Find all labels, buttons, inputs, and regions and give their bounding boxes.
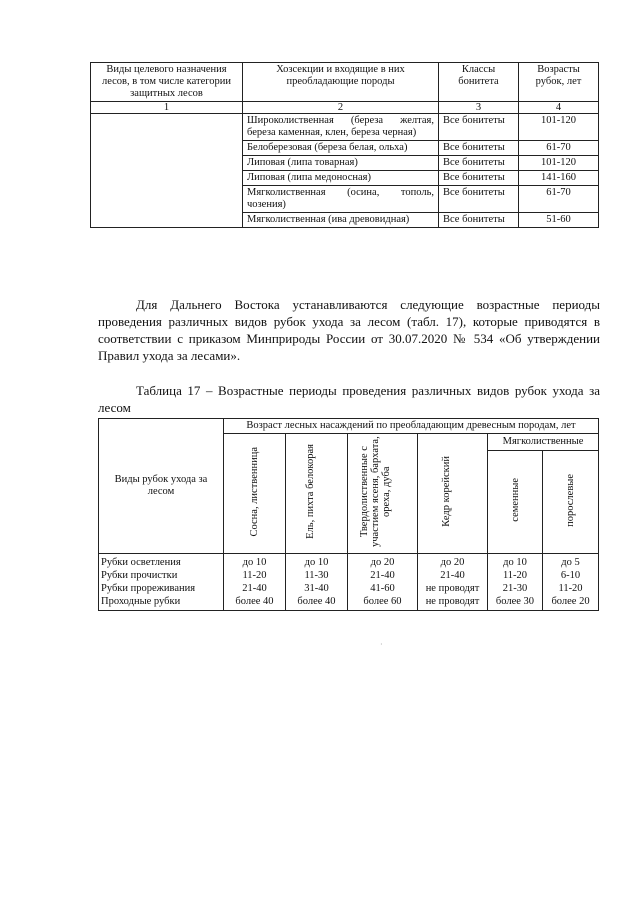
table2-header-row-1 [99,419,599,434]
header-hardwood-text: Твердолиственные с участием ясеня, бархата, ореха, дуба [358,436,392,547]
col-number: 4 [519,102,599,114]
header-sections: Хозсекции и входящие в них преобладающие породы [243,63,439,102]
class-cell: Все бонитеты [439,186,519,213]
class-cell: Все бонитеты [439,141,519,156]
header-coppice-text: порослевые [565,473,576,527]
table-header-row [91,63,599,102]
age-cell: 141-160 [519,171,599,186]
col-number: 1 [91,102,243,114]
col-number: 3 [439,102,519,114]
header-spruce [286,434,348,554]
table-caption: Таблица 17 – Возрастные периоды проведения различных видов рубок ухода за лесом [98,383,600,415]
table-row [91,114,599,141]
header-purpose: Виды целевого назначения лесов, в том числе категории защитных лесов [91,63,243,102]
thinning-periods-table [98,418,599,611]
header-cedar-text: Кедр корейский [440,456,452,527]
seed-values: до 10 11-20 21-30 более 30 [488,554,543,611]
kinds-cell: Рубки осветления Рубки прочистки Рубки прореживания Проходные рубки [99,554,224,611]
header-pine [224,434,286,554]
class-cell: Все бонитеты [439,156,519,171]
age-cell: 51-60 [519,213,599,228]
header-softwood: Мягколиственные [488,434,599,451]
section-cell: Белоберезовая (береза белая, ольха) [243,141,439,156]
header-pine-text: Сосна, лиственница [249,446,260,537]
class-cell: Все бонитеты [439,213,519,228]
header-ages: Возрасты рубок, лет [519,63,599,102]
header-spruce-text: Ель, пихта белокорая [304,444,316,539]
spruce-values: до 10 11-30 31-40 более 40 [286,554,348,611]
section-cell: Мягколиственная (осина, тополь, чозения) [243,186,439,213]
hardwood-values: до 20 21-40 41-60 более 60 [348,554,418,611]
age-cell: 61-70 [519,186,599,213]
table2-body-row [99,554,599,611]
header-cedar [418,434,488,554]
age-cell: 61-70 [519,141,599,156]
header-age: Возраст лесных насаждений по преобладающим древесным породам, лет [224,419,599,434]
class-cell: Все бонитеты [439,114,519,141]
header-kinds: Виды рубок ухода за лесом [99,419,224,554]
header-seed-text: семенные [509,478,521,522]
age-cell: 101-120 [519,114,599,141]
cedar-values: до 20 21-40 не проводят не проводят [418,554,488,611]
coppice-values: до 5 6-10 11-20 более 20 [543,554,599,611]
pine-values: до 10 11-20 21-40 более 40 [224,554,286,611]
age-cell: 101-120 [519,156,599,171]
section-cell: Широколиственная (береза желтая, береза каменная, клен, береза черная) [243,114,439,141]
section-cell: Мягколиственная (ива древовидная) [243,213,439,228]
purpose-cell-empty [91,114,243,228]
col-number: 2 [243,102,439,114]
header-coppice [543,451,599,554]
section-cell: Липовая (липа медоносная) [243,171,439,186]
header-seed [488,451,543,554]
scan-speck: · [380,640,383,649]
column-number-row [91,102,599,114]
header-hardwood [348,434,418,554]
body-paragraph: Для Дальнего Востока устанавливаются следующие возрастные периоды проведения различных видов рубок ухода за лесом (табл. 17), которые приводятся в соответствии с приказом Минприроды России от 30.07.2020 № 534 «Об утверждении Правил ухода за лесами». [98,297,600,363]
forest-cutting-age-table [90,62,599,228]
class-cell: Все бонитеты [439,171,519,186]
section-cell: Липовая (липа товарная) [243,156,439,171]
header-classes: Классы бонитета [439,63,519,102]
